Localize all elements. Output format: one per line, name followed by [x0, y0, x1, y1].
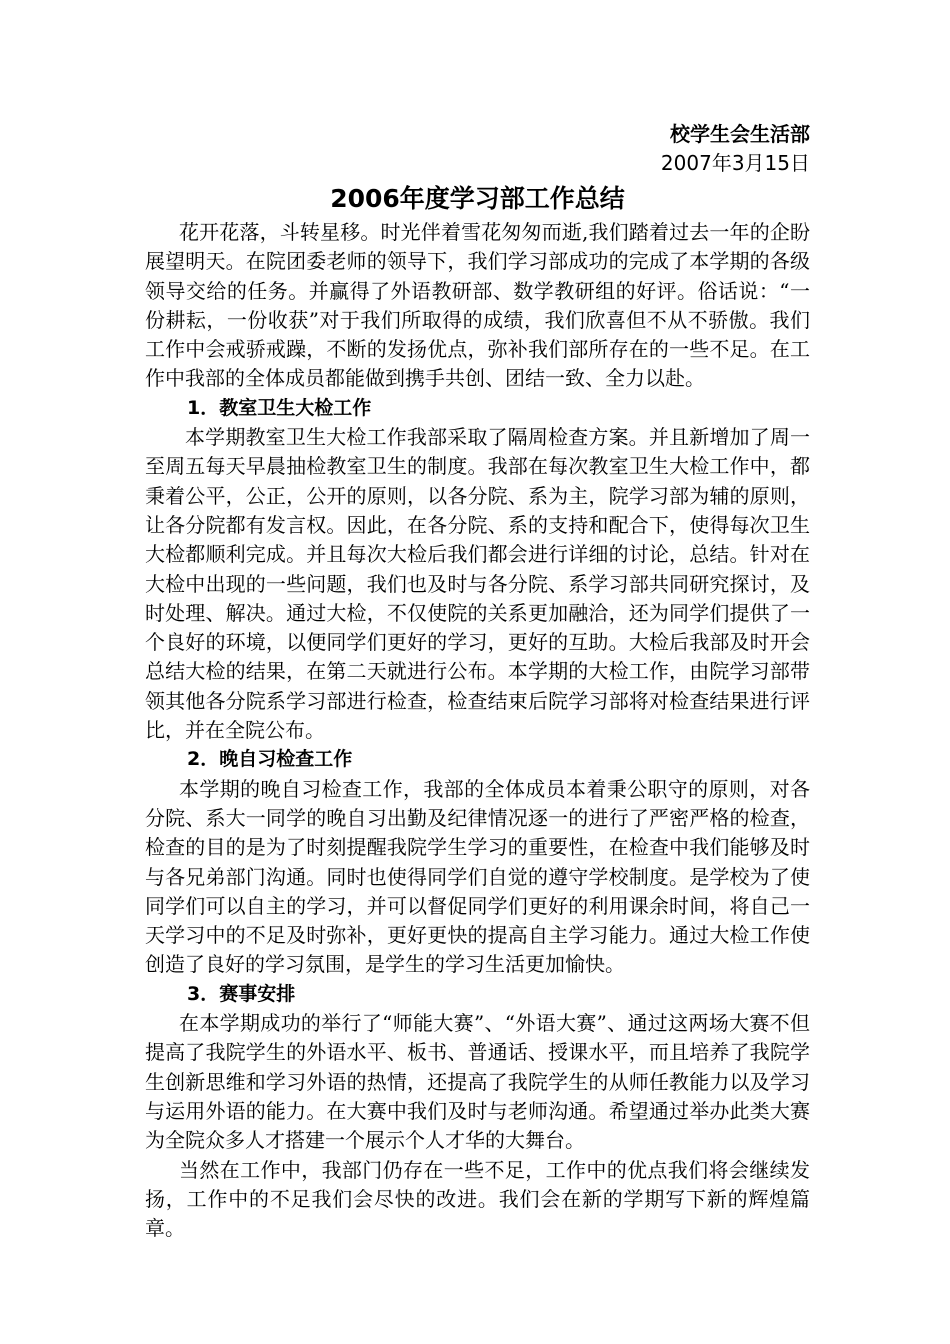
document-header	[145, 120, 810, 178]
document-title: 2006年度学习部工作总结	[330, 184, 625, 213]
closing-paragraph: 当然在工作中，我部门仍存在一些不足，工作中的优点我们将会继续发扬，工作中的不足我们会尽快的改进。我们会在新的学期写下新的辉煌篇章。	[145, 1157, 810, 1241]
section-body-competitions: 在本学期成功的举行了“师能大赛”、“外语大赛”、通过这两场大赛不但提高了我院学生的外语水平、板书、普通话、授课水平，而且培养了我院学生创新思维和学习外语的热情，还提高了我院学生的从师任教能力以及学习与运用外语的能力。在大赛中我们及时与老师沟通。希望通过举办此类大赛为全院众多人才搭建一个展示个人才华的大舞台。	[145, 1011, 810, 1153]
section-heading-classroom-inspection: 1．教室卫生大检工作	[187, 396, 372, 419]
section-heading-evening-study: 2．晚自习检查工作	[187, 748, 353, 771]
intro-paragraph: 花开花落，斗转星移。时光伴着雪花匆匆而逝,我们踏着过去一年的企盼展望明天。在院团委老师的领导下，我们学习部成功的完成了本学期的各级领导交给的任务。并赢得了外语教研部、数学教研组的好评。俗话说：“一份耕耘，一份收获”对于我们所取得的成绩，我们欣喜但不从不骄傲。我们工作中会戒骄戒躁，不断的发扬优点，弥补我们部所存在的一些不足。在工作中我部的全体成员都能做到携手共创、团结一致、全力以赴。	[145, 220, 810, 391]
section-body-classroom-inspection: 本学期教室卫生大检工作我部采取了隔周检查方案。并且新增加了周一至周五每天早晨抽检教室卫生的制度。我部在每次教室卫生大检工作中，都秉着公平，公正，公开的原则，以各分院、系为主，院学习部为辅的原则，让各分院都有发言权。因此，在各分院、系的支持和配合下，使得每次卫生大检都顺利完成。并且每次大检后我们都会进行详细的讨论，总结。针对在大检中出现的一些问题，我们也及时与各分院、系学习部共同研究探讨，及时处理、解决。通过大检，不仅使院的关系更加融洽，还为同学们提供了一个良好的环境，以便同学们更好的学习，更好的互助。大检后我部及时开会总结大检的结果，在第二天就进行公布。本学期的大检工作，由院学习部带领其他各分院系学习部进行检查，检查结束后院学习部将对检查结果进行评比，并在全院公布。	[145, 425, 810, 743]
document-date: 2007年3月15日	[660, 151, 810, 175]
organization-name: 校学生会生活部	[670, 122, 810, 146]
section-body-evening-study: 本学期的晚自习检查工作，我部的全体成员本着秉公职守的原则，对各分院、系大一同学的晚自习出勤及纪律情况逐一的进行了严密严格的检查，检查的目的是为了时刻提醒我院学生学习的重要性，在检查中我们能够及时与各兄弟部门沟通。同时也使得同学们自觉的遵守学校制度。是学校为了使同学们可以自主的学习，并可以督促同学们更好的利用课余时间，将自己一天学习中的不足及时弥补，更好更快的提高自主学习能力。通过大检工作使创造了良好的学习氛围，是学生的学习生活更加愉快。	[145, 776, 810, 977]
section-heading-competitions: 3．赛事安排	[187, 982, 296, 1005]
document-page	[145, 120, 810, 1243]
